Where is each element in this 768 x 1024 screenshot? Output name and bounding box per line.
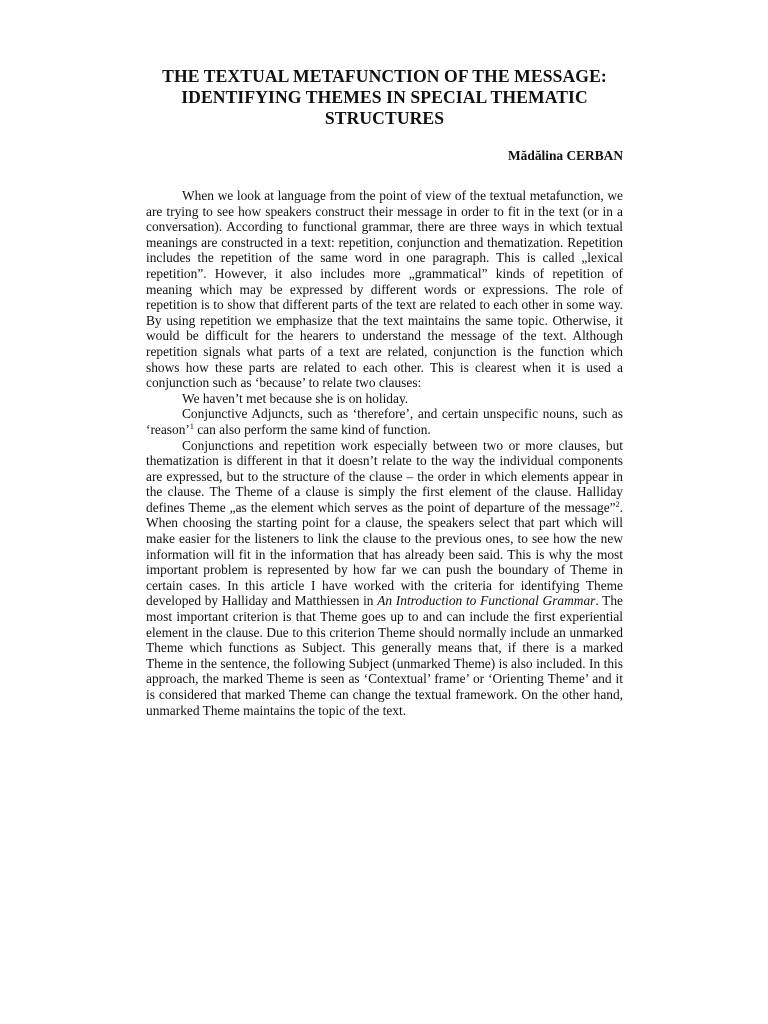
title-line-2: IDENTIFYING THEMES IN SPECIAL THEMATIC	[181, 87, 588, 107]
title-line-1: THE TEXTUAL METAFUNCTION OF THE MESSAGE:	[162, 66, 607, 86]
book-title: An Introduction to Functional Grammar	[377, 593, 596, 609]
paragraph-text: Conjunctive Adjuncts, such as ‘therefore’, and certain unspecific nouns, such as ‘reason’	[146, 406, 623, 437]
paragraph-text: . The most important criterion is that Theme goes up to and can include the first experiential element in the clause. Due to this criterion Theme should normally include an unmarked Theme which functions as Subject. This generally means that, if there is a marked Theme in the sentence, the following Subject (unmarked Theme) is also included. In this approach, the marked Theme is seen as ‘Contextual’ frame’ or ‘Orienting Theme’ and it is considered that marked Theme can change the textual framework. On the other hand, unmarked Theme maintains the topic of the text.	[146, 593, 624, 718]
footnote-marker-1[interactable]: 1	[189, 421, 194, 431]
paper-page	[146, 66, 623, 718]
paragraph-text: Conjunctions and repetition work especially between two or more clauses, but thematization is different in that it doesn’t relate to the way the individual components are expressed, but to the structure of the clause – the order in which elements appear in the clause. The Theme of a clause is simply the first element of the clause. Halliday defines Theme „as the element which serves as the point of departure of the message”	[146, 437, 623, 515]
example-sentence: We haven’t met because she is on holiday.	[182, 390, 409, 406]
paragraph-text: . When choosing the starting point for a clause, the speakers select that part which will make easier for the listeners to link the clause to the previous ones, to see how the new information will fit in the information that has already been said. This is why the most important problem is represented by how far we can push the boundary of Theme in certain cases. In this article I have worked with the criteria for identifying Theme developed by Halliday and Matthiessen in	[146, 499, 623, 609]
paragraph-intro: When we look at language from the point of view of the textual metafunction, we are trying to see how speakers construct their message in order to fit in the text (or in a conversation). According to functional grammar, there are three ways in which textual meanings are constructed in a text: repetition, conjunction and thematization. Repetition includes the repetition of the same word in one paragraph. This is called „lexical repetition”. However, it also includes more „grammatical” kinds of repetition of meaning which may be expressed by different words or expressions. The role of repetition is to show that different parts of the text are related to each other in some way. By using repetition we emphasize that the text maintains the same topic. Otherwise, it would be difficult for the hearers to understand the message of the text. Although repetition signals what parts of a text are related, conjunction is the function which shows how these parts are related to each other. This is clearest when it is used a conjunction such as ‘because’ to relate two clauses:	[146, 188, 623, 391]
title-line-3: STRUCTURES	[324, 108, 445, 128]
footnote-marker-2[interactable]: 2	[615, 499, 620, 509]
paragraph-conjunctive-adjuncts	[146, 406, 623, 437]
paper-title	[146, 66, 623, 129]
paragraph-text: can also perform the same kind of function.	[193, 421, 431, 437]
paragraph-thematization	[146, 438, 623, 719]
author-name: Mădălina CERBAN	[508, 148, 623, 163]
body-text	[146, 188, 623, 718]
